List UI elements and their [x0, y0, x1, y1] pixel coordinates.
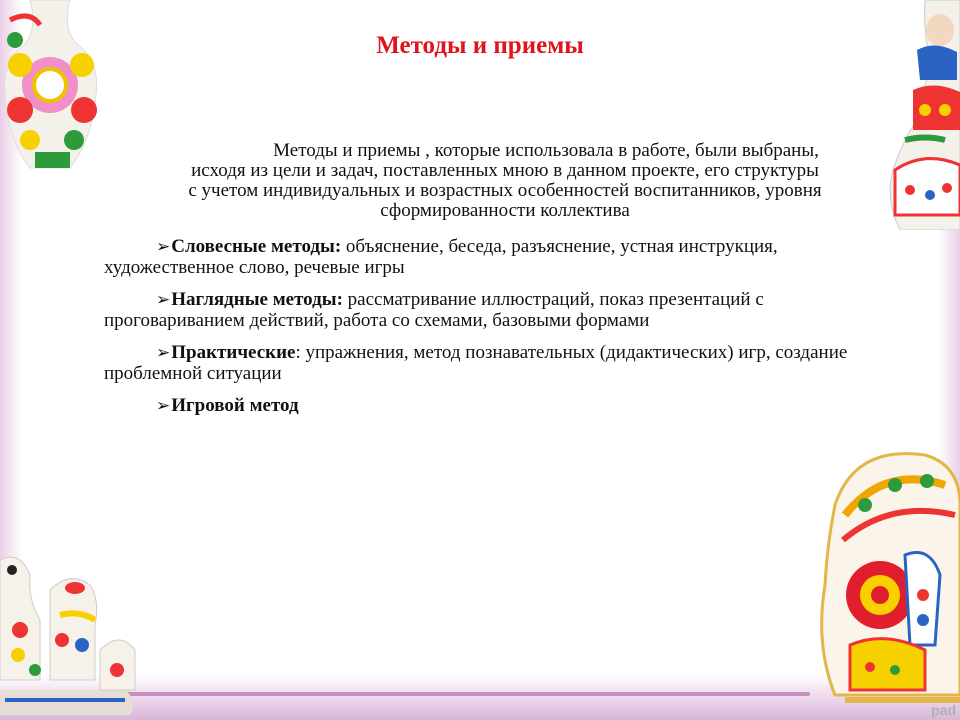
arrow-bullet-icon: ➢ [156, 343, 171, 362]
slide-frame-bottom-line [120, 692, 810, 696]
method-item-visual [104, 289, 904, 331]
arrow-bullet-icon: ➢ [156, 237, 171, 256]
method-description: : упражнения, метод познавательных (дидактических) игр, создание проблемной ситуации [104, 342, 848, 384]
method-description: объяснение, беседа, разъяснение, устная инструкция, художественное слово, речевые игры [104, 236, 778, 278]
intro-paragraph [100, 141, 910, 221]
intro-line: сформированности коллектива [380, 200, 630, 221]
slide-title: Методы и приемы [376, 32, 584, 59]
watermark-text: pad [931, 702, 956, 718]
methods-list [104, 236, 904, 427]
method-item-practical [104, 342, 904, 384]
intro-line: с учетом индивидуальных и возрастных особенностей воспитанников, уровня [188, 180, 822, 201]
method-name: Игровой метод [171, 395, 299, 416]
method-description: рассматривание иллюстраций, показ презентаций с проговариванием действий, работа со схемами, базовыми формами [104, 289, 764, 331]
arrow-bullet-icon: ➢ [156, 396, 171, 415]
method-name: Практические [171, 342, 296, 363]
dymkovo-turkey-toy-image [815, 445, 960, 720]
intro-line: Методы и приемы , которые использовала в работе, были выбраны, [273, 140, 819, 161]
arrow-bullet-icon: ➢ [156, 290, 171, 309]
method-name: Наглядные методы: [171, 289, 343, 310]
method-item-game [104, 395, 904, 416]
method-item-verbal [104, 236, 904, 278]
intro-line: исходя из цели и задач, поставленных мною в данном проекте, его структуры [191, 160, 819, 181]
dymkovo-horses-toy-image [0, 530, 140, 720]
method-name: Словесные методы: [171, 236, 342, 257]
